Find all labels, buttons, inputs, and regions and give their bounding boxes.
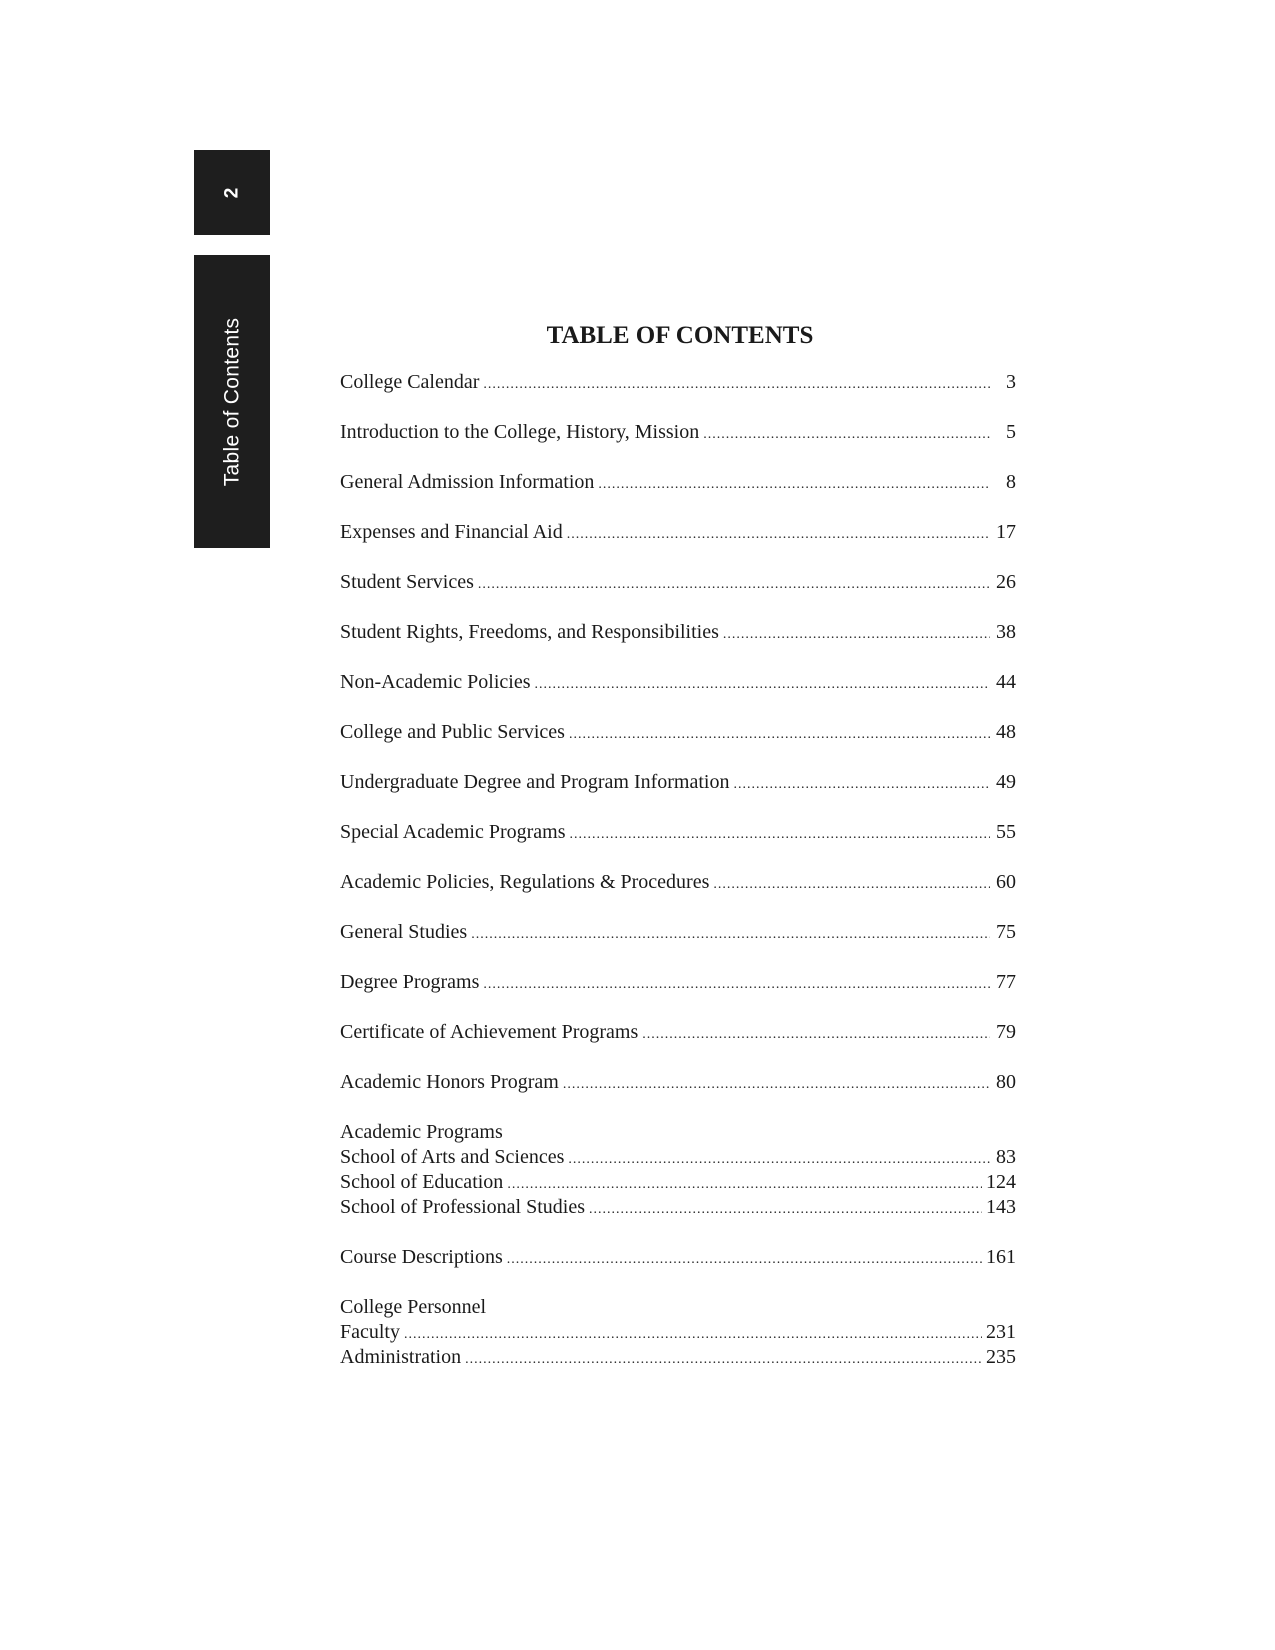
- toc-entry-label: Non-Academic Policies: [340, 671, 531, 693]
- group-heading: Academic Programs: [340, 1121, 503, 1143]
- toc-entry[interactable]: [340, 1070, 1016, 1120]
- toc-entry-page: 60: [996, 871, 1016, 893]
- toc-entry[interactable]: [340, 520, 1016, 570]
- dot-leader: [535, 672, 991, 697]
- toc-entry-page: 3: [1006, 371, 1016, 393]
- toc-entry[interactable]: [340, 1020, 1016, 1070]
- toc-entry[interactable]: [340, 570, 1016, 620]
- toc-entry[interactable]: [340, 370, 1016, 420]
- toc-entry-page: 48: [996, 721, 1016, 743]
- toc-entry-page: 17: [996, 521, 1016, 543]
- toc-subentry[interactable]: [340, 1145, 1016, 1170]
- page-number-tab: [194, 150, 270, 235]
- toc-entry-page: 8: [1006, 471, 1016, 493]
- toc-entry-label: Student Rights, Freedoms, and Responsibilities: [340, 621, 719, 643]
- toc-entry-page: 161: [986, 1246, 1016, 1268]
- toc-subentry[interactable]: [340, 1320, 1016, 1345]
- dot-leader: [478, 572, 990, 597]
- toc-entry-page: 49: [996, 771, 1016, 793]
- toc-subentry[interactable]: [340, 1170, 1016, 1195]
- toc-entry-label: College Calendar: [340, 371, 480, 393]
- toc-entry-label: Expenses and Financial Aid: [340, 521, 563, 543]
- dot-leader: [483, 372, 990, 397]
- section-tab: [194, 255, 270, 548]
- toc-subentry[interactable]: [340, 1345, 1016, 1370]
- dot-leader: [568, 1147, 990, 1172]
- toc-entry-label: General Admission Information: [340, 471, 595, 493]
- toc-entry[interactable]: [340, 670, 1016, 720]
- toc-entry-page: 5: [1006, 421, 1016, 443]
- dot-leader: [471, 922, 990, 947]
- toc-entry-label: College and Public Services: [340, 721, 565, 743]
- dot-leader: [589, 1197, 982, 1222]
- toc-entry-label: Certificate of Achievement Programs: [340, 1021, 639, 1043]
- toc-entry[interactable]: [340, 620, 1016, 670]
- college-personnel-group: [340, 1295, 1016, 1370]
- dot-leader: [567, 522, 990, 547]
- academic-programs-group: [340, 1120, 1016, 1220]
- dot-leader: [713, 872, 990, 897]
- toc-entry-label: Degree Programs: [340, 971, 480, 993]
- toc-entry-label: Introduction to the College, History, Mission: [340, 421, 700, 443]
- group-heading: College Personnel: [340, 1296, 487, 1318]
- page-number: 2: [220, 187, 242, 198]
- dot-leader: [563, 1072, 990, 1097]
- toc-entry-label: Academic Honors Program: [340, 1071, 559, 1093]
- toc-entry[interactable]: [340, 970, 1016, 1020]
- toc-entry-page: 83: [996, 1146, 1016, 1168]
- toc-entry-page: 44: [996, 671, 1016, 693]
- dot-leader: [569, 722, 990, 747]
- toc-entry[interactable]: [340, 420, 1016, 470]
- dot-leader: [642, 1022, 990, 1047]
- toc-entry-label: School of Education: [340, 1171, 504, 1193]
- toc-entry-page: 235: [986, 1346, 1016, 1368]
- page-title: TABLE OF CONTENTS: [546, 322, 814, 349]
- toc-entry[interactable]: [340, 920, 1016, 970]
- toc-entry[interactable]: [340, 720, 1016, 770]
- dot-leader: [465, 1347, 982, 1372]
- toc-entry-label: School of Professional Studies: [340, 1196, 585, 1218]
- dot-leader: [723, 622, 990, 647]
- dot-leader: [507, 1247, 982, 1272]
- dot-leader: [703, 422, 990, 447]
- toc-entry-page: 75: [996, 921, 1016, 943]
- toc-entry-page: 124: [986, 1171, 1016, 1193]
- dot-leader: [570, 822, 991, 847]
- toc-entry-page: 79: [996, 1021, 1016, 1043]
- toc-entry-label: Academic Policies, Regulations & Procedures: [340, 871, 710, 893]
- dot-leader: [404, 1322, 982, 1347]
- toc-entry-label: Faculty: [340, 1321, 400, 1343]
- toc-entry-page: 143: [986, 1196, 1016, 1218]
- toc-entry-label: Special Academic Programs: [340, 821, 566, 843]
- toc-entry[interactable]: [340, 820, 1016, 870]
- toc-entry-page: 80: [996, 1071, 1016, 1093]
- toc-list: [340, 370, 1016, 1395]
- dot-leader: [733, 772, 990, 797]
- toc-entry-page: 77: [996, 971, 1016, 993]
- toc-entry-page: 231: [986, 1321, 1016, 1343]
- toc-entry-label: Course Descriptions: [340, 1246, 503, 1268]
- section-tab-label: Table of Contents: [220, 317, 244, 486]
- toc-entry-label: Student Services: [340, 571, 474, 593]
- toc-entry-page: 55: [996, 821, 1016, 843]
- toc-entry-label: Undergraduate Degree and Program Information: [340, 771, 730, 793]
- toc-entry[interactable]: [340, 870, 1016, 920]
- toc-entry-label: General Studies: [340, 921, 468, 943]
- toc-entry-page: 38: [996, 621, 1016, 643]
- toc-entry-page: 26: [996, 571, 1016, 593]
- toc-entry-label: Administration: [340, 1346, 462, 1368]
- dot-leader: [483, 972, 990, 997]
- dot-leader: [507, 1172, 982, 1197]
- toc-entry[interactable]: [340, 770, 1016, 820]
- dot-leader: [598, 472, 990, 497]
- toc-entry-label: School of Arts and Sciences: [340, 1146, 565, 1168]
- toc-entry[interactable]: [340, 1245, 1016, 1295]
- toc-subentry[interactable]: [340, 1195, 1016, 1220]
- toc-entry[interactable]: [340, 470, 1016, 520]
